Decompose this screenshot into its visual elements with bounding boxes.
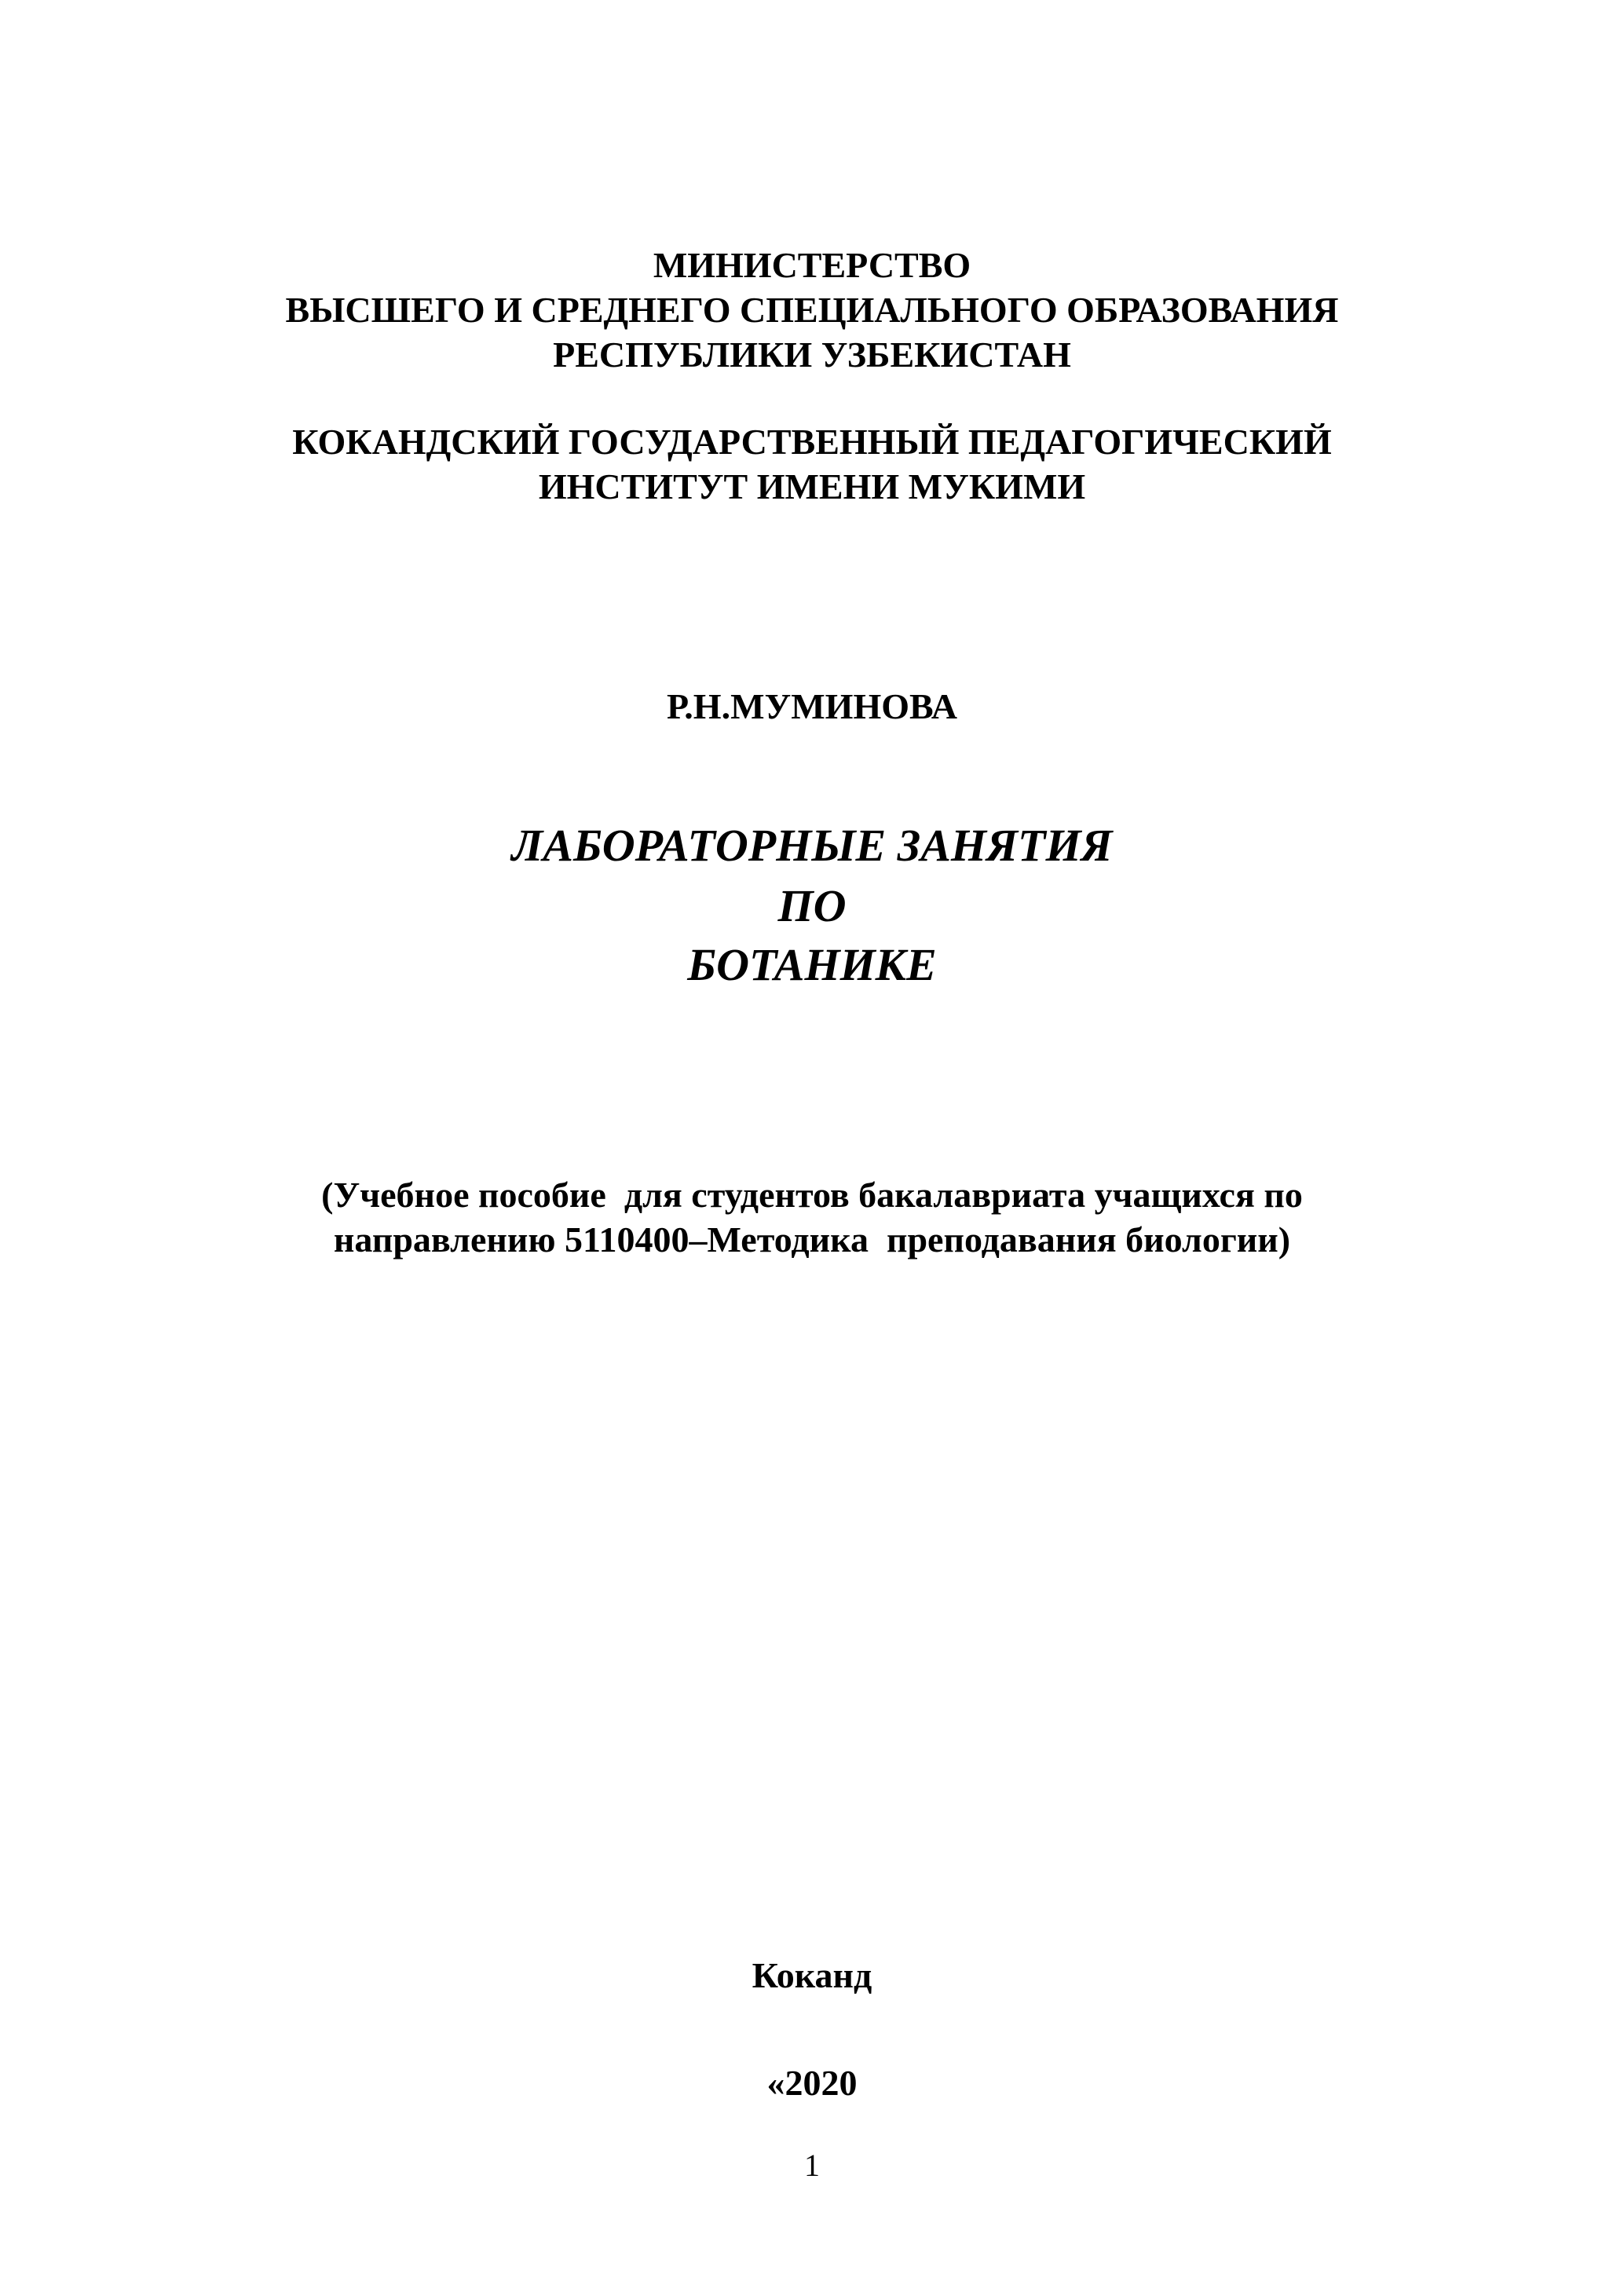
title-line-3: БОТАНИКЕ <box>687 939 937 990</box>
ministry-line-3: РЕСПУБЛИКИ УЗБЕКИСТАН <box>553 335 1071 375</box>
institute-line-2: ИНСТИТУТ ИМЕНИ МУКИМИ <box>538 466 1086 506</box>
ministry-line-1: МИНИСТЕРСТВО <box>653 245 971 285</box>
institute-line-1: КОКАНДСКИЙ ГОСУДАРСТВЕННЫЙ ПЕДАГОГИЧЕСКИЙ <box>292 422 1332 462</box>
subtitle-line-1: (Учебное пособие для студентов бакалавриата учащихся по <box>321 1175 1303 1215</box>
page-number: 1 <box>804 2148 820 2183</box>
title-line-1: ЛАБОРАТОРНЫЕ ЗАНЯТИЯ <box>511 820 1113 871</box>
publication-city: Коканд <box>752 1955 872 1995</box>
publication-year: «2020 <box>766 2063 858 2103</box>
subtitle-line-2: направлению 5110400–Методика преподавания биологии) <box>333 1219 1291 1260</box>
ministry-line-2: ВЫСШЕГО И СРЕДНЕГО СПЕЦИАЛЬНОГО ОБРАЗОВАНИЯ <box>285 290 1339 330</box>
title-line-2: ПО <box>777 880 847 931</box>
author-name: Р.Н.МУМИНОВА <box>666 686 958 726</box>
